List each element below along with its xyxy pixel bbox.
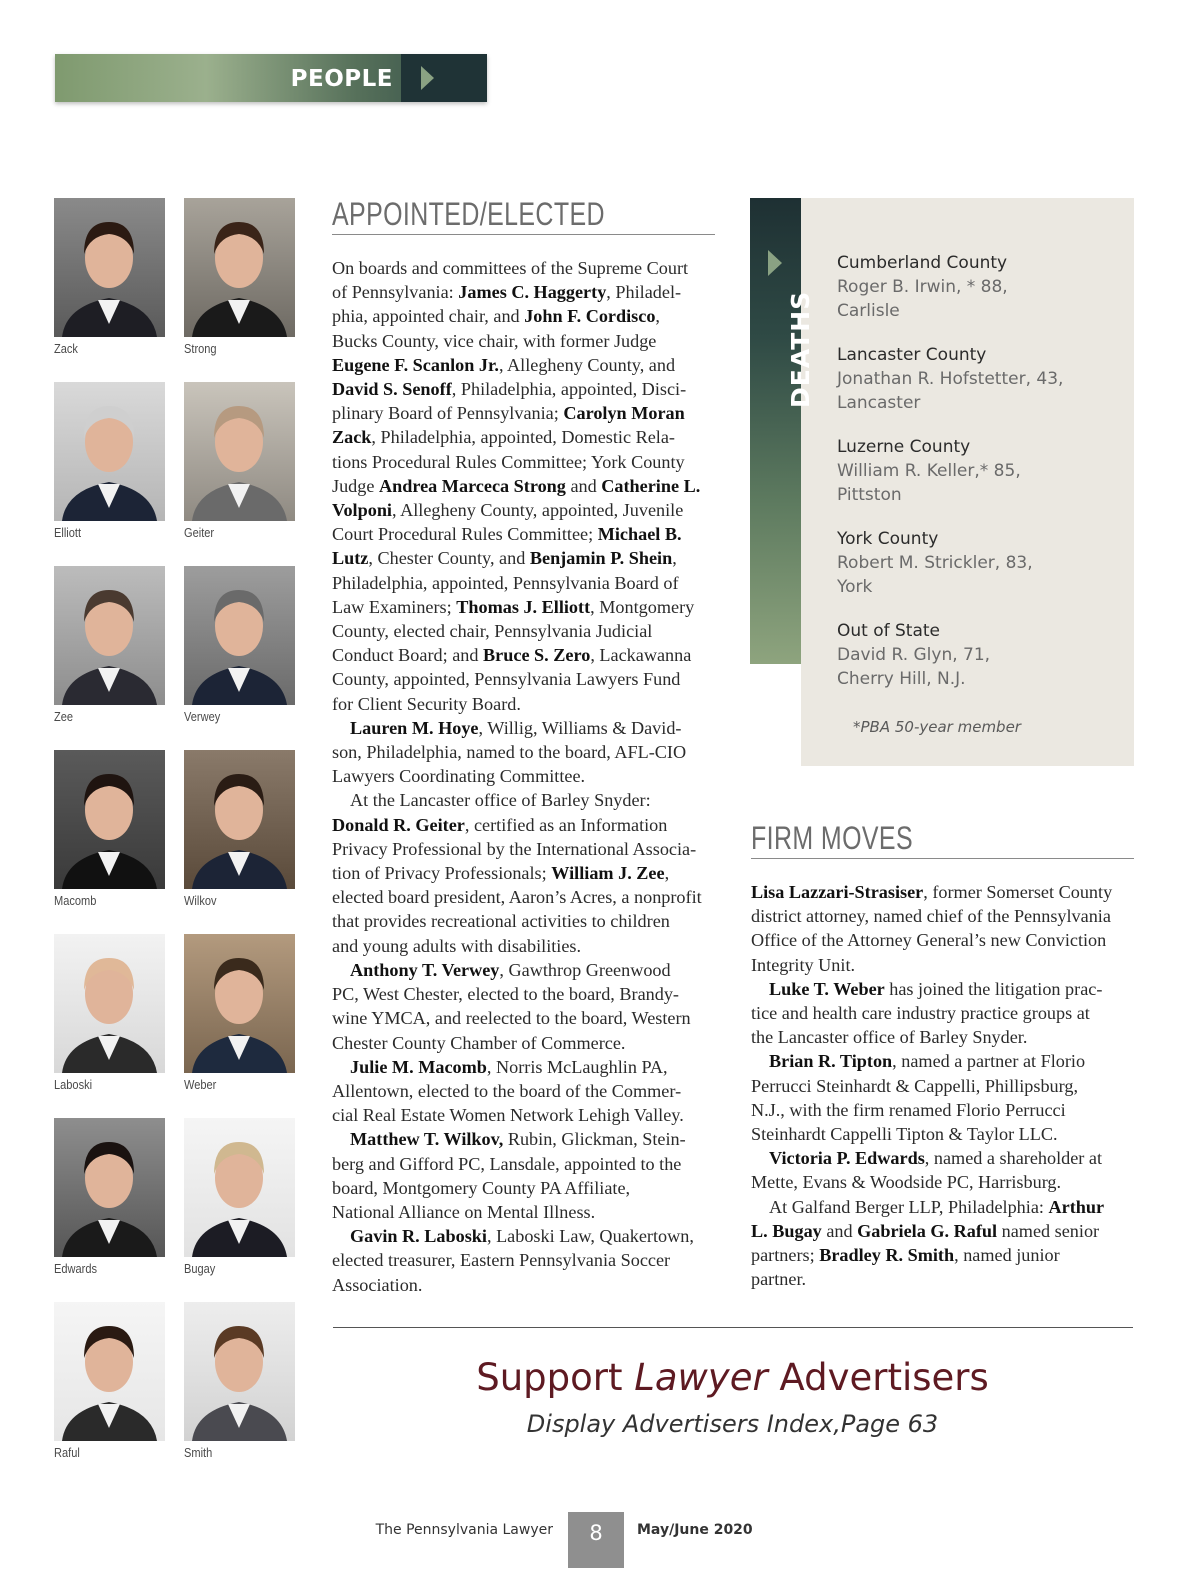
text-line: N.J., with the firm renamed Florio Perrucci bbox=[751, 1099, 1066, 1120]
death-place: Cherry Hill, N.J. bbox=[837, 669, 966, 689]
headshot-photo bbox=[54, 566, 165, 705]
page-number: 8 bbox=[568, 1512, 624, 1568]
support-title-italic: Lawyer bbox=[634, 1356, 768, 1399]
firm-moves-rule bbox=[751, 858, 1134, 859]
text-line: At Galfand Berger LLP, Philadelphia: Arthur bbox=[769, 1196, 1105, 1217]
death-person: William R. Keller,* 85, bbox=[837, 461, 1021, 481]
headshot-photo bbox=[184, 1118, 295, 1257]
headshot-photo bbox=[54, 1302, 165, 1441]
text-line: Association. bbox=[332, 1274, 423, 1295]
text-line: Conduct Board; and Bruce S. Zero, Lackawanna bbox=[332, 645, 692, 666]
text-line: tion of Privacy Professionals; William J. Zee, bbox=[332, 863, 670, 884]
support-rule bbox=[333, 1327, 1133, 1328]
photo-caption: Laboski bbox=[54, 1077, 93, 1092]
footer-date: May/June 2020 bbox=[637, 1522, 753, 1538]
text-line: Court Procedural Rules Committee; Michael B. bbox=[332, 524, 682, 545]
deaths-note: *PBA 50-year member bbox=[853, 718, 1021, 736]
headshot-photo bbox=[184, 382, 295, 521]
death-entry bbox=[837, 435, 1021, 507]
arrow-right-icon bbox=[768, 250, 782, 276]
text-line: L. Bugay and Gabriela G. Raful named senior bbox=[751, 1220, 1100, 1241]
section-label: PEOPLE bbox=[290, 66, 393, 92]
text-line: County, appointed, Pennsylvania Lawyers Fund bbox=[332, 669, 681, 690]
text-line: son, Philadelphia, named to the board, AFL-CIO bbox=[332, 742, 687, 763]
photo-caption: Verwey bbox=[184, 709, 221, 724]
text-line: Perrucci Steinhardt & Cappelli, Phillipsburg, bbox=[751, 1075, 1079, 1096]
text-line: Judge Andrea Marceca Strong and Catherine L. bbox=[332, 475, 701, 496]
photo-caption: Smith bbox=[184, 1445, 213, 1460]
death-county: York County bbox=[837, 529, 939, 549]
photo-caption: Zee bbox=[54, 709, 74, 724]
text-line: Matthew T. Wilkov, Rubin, Glickman, Stein- bbox=[350, 1129, 686, 1150]
firm-moves-heading: FIRM MOVES bbox=[751, 820, 913, 856]
text-line: Luke T. Weber has joined the litigation prac- bbox=[769, 978, 1103, 999]
support-title-start: Support bbox=[476, 1356, 635, 1399]
death-entry bbox=[837, 343, 1063, 415]
text-line: Eugene F. Scanlon Jr., Allegheny County, and bbox=[332, 354, 676, 375]
headshot-photo bbox=[54, 198, 165, 337]
text-line: and young adults with disabilities. bbox=[332, 935, 582, 956]
headshot-photo bbox=[54, 750, 165, 889]
death-county: Lancaster County bbox=[837, 345, 987, 365]
text-line: elected treasurer, Eastern Pennsylvania Soccer bbox=[332, 1250, 671, 1271]
arrow-right-icon bbox=[421, 66, 434, 90]
death-county: Out of State bbox=[837, 621, 941, 641]
text-line: Chester County Chamber of Commerce. bbox=[332, 1032, 626, 1053]
text-line: County, elected chair, Pennsylvania Judicial bbox=[332, 621, 653, 642]
photo-caption: Geiter bbox=[184, 525, 215, 540]
text-line: district attorney, named chief of the Pennsylvania bbox=[751, 906, 1111, 927]
text-line: wine YMCA, and reelected to the board, Western bbox=[332, 1008, 691, 1029]
death-entry bbox=[837, 619, 990, 691]
text-line: Law Examiners; Thomas J. Elliott, Montgomery bbox=[332, 596, 695, 617]
text-line: partner. bbox=[751, 1269, 807, 1290]
text-line: phia, appointed chair, and John F. Cordisco, bbox=[332, 306, 660, 327]
firm-moves-body bbox=[751, 880, 1112, 1291]
text-line: the Lancaster office of Barley Snyder. bbox=[751, 1027, 1028, 1048]
footer-publication: The Pennsylvania Lawyer bbox=[375, 1522, 553, 1538]
text-line: plinary Board of Pennsylvania; Carolyn Moran bbox=[332, 403, 685, 424]
text-line: Brian R. Tipton, named a partner at Florio bbox=[769, 1051, 1086, 1072]
photo-caption: Macomb bbox=[54, 893, 97, 908]
deaths-title: DEATHS bbox=[786, 290, 815, 408]
death-entry bbox=[837, 527, 1033, 599]
headshot-photo bbox=[184, 934, 295, 1073]
support-subtitle: Display Advertisers Index,Page 63 bbox=[526, 1410, 939, 1438]
death-person: Jonathan R. Hofstetter, 43, bbox=[837, 369, 1064, 389]
headshot-photo bbox=[184, 198, 295, 337]
text-line: Julie M. Macomb, Norris McLaughlin PA, bbox=[350, 1056, 668, 1077]
death-county: Cumberland County bbox=[837, 253, 1008, 273]
text-line: Donald R. Geiter, certified as an Information bbox=[332, 814, 668, 835]
appointed-body bbox=[332, 256, 702, 1297]
support-title bbox=[332, 1356, 1133, 1399]
text-line: of Pennsylvania: James C. Haggerty, Philadel- bbox=[332, 282, 682, 303]
text-line: board, Montgomery County PA Affiliate, bbox=[332, 1177, 631, 1198]
text-line: partners; Bradley R. Smith, named junior bbox=[751, 1245, 1060, 1266]
text-line: Philadelphia, appointed, Pennsylvania Board of bbox=[332, 572, 679, 593]
photo-caption: Weber bbox=[184, 1077, 217, 1092]
text-line: Allentown, elected to the board of the Commer- bbox=[332, 1080, 682, 1101]
photo-caption: Edwards bbox=[54, 1261, 97, 1276]
death-place: Carlisle bbox=[837, 301, 900, 321]
headshot-photo bbox=[184, 750, 295, 889]
headshot-photo bbox=[54, 934, 165, 1073]
headshot-photo bbox=[54, 382, 165, 521]
text-line: Lisa Lazzari-Strasiser, former Somerset County bbox=[751, 882, 1113, 902]
text-line: tions Procedural Rules Committee; York County bbox=[332, 451, 685, 472]
text-line: Volponi, Allegheny County, appointed, Juvenile bbox=[332, 500, 684, 521]
death-county: Luzerne County bbox=[837, 437, 971, 457]
banner-tab bbox=[401, 54, 487, 102]
photo-caption: Elliott bbox=[54, 525, 82, 540]
support-title-end: Advertisers bbox=[767, 1356, 989, 1399]
text-line: National Alliance on Mental Illness. bbox=[332, 1201, 596, 1222]
text-line: Victoria P. Edwards, named a shareholder at bbox=[769, 1148, 1103, 1169]
text-line: David S. Senoff, Philadelphia, appointed, Disci- bbox=[332, 379, 687, 400]
death-place: York bbox=[837, 577, 873, 597]
text-line: Zack, Philadelphia, appointed, Domestic Rela- bbox=[332, 427, 675, 448]
text-line: Bucks County, vice chair, with former Judge bbox=[332, 330, 657, 351]
death-person: Roger B. Irwin, * 88, bbox=[837, 277, 1008, 297]
text-line: elected board president, Aaron’s Acres, a nonprofit bbox=[332, 887, 702, 908]
text-line: Steinhardt Cappelli Tipton & Taylor LLC. bbox=[751, 1124, 1058, 1145]
section-banner bbox=[55, 54, 487, 102]
text-line: Anthony T. Verwey, Gawthrop Greenwood bbox=[350, 959, 671, 980]
text-line: Gavin R. Laboski, Laboski Law, Quakertown, bbox=[350, 1226, 694, 1247]
death-person: Robert M. Strickler, 83, bbox=[837, 553, 1033, 573]
photo-caption: Wilkov bbox=[184, 893, 217, 908]
deaths-band bbox=[750, 198, 815, 664]
text-line: On boards and committees of the Supreme Court bbox=[332, 258, 689, 278]
text-line: cial Real Estate Women Network Lehigh Valley. bbox=[332, 1105, 684, 1126]
headshot-photo bbox=[184, 1302, 295, 1441]
headshot-photo bbox=[184, 566, 295, 705]
text-line: berg and Gifford PC, Lansdale, appointed to the bbox=[332, 1153, 682, 1174]
photo-caption: Strong bbox=[184, 341, 217, 356]
text-line: PC, West Chester, elected to the board, Brandy- bbox=[332, 984, 679, 1005]
text-line: Privacy Professional by the International Associa- bbox=[332, 838, 697, 859]
text-line: Lawyers Coordinating Committee. bbox=[332, 766, 586, 787]
headshot-photo bbox=[54, 1118, 165, 1257]
appointed-heading: APPOINTED/ELECTED bbox=[332, 196, 605, 232]
photo-caption: Raful bbox=[54, 1445, 80, 1460]
death-place: Lancaster bbox=[837, 393, 921, 413]
photo-caption: Zack bbox=[54, 341, 78, 356]
photo-caption: Bugay bbox=[184, 1261, 216, 1276]
text-line: At the Lancaster office of Barley Snyder: bbox=[350, 790, 651, 811]
appointed-rule bbox=[332, 234, 715, 235]
text-line: tice and health care industry practice groups at bbox=[751, 1003, 1090, 1024]
text-line: Office of the Attorney General’s new Conviction bbox=[751, 930, 1107, 951]
text-line: for Client Security Board. bbox=[332, 693, 521, 714]
text-line: Lauren M. Hoye, Willig, Williams & David- bbox=[350, 717, 682, 738]
text-line: that provides recreational activities to children bbox=[332, 911, 670, 932]
death-entry bbox=[837, 251, 1008, 323]
death-person: David R. Glyn, 71, bbox=[837, 645, 991, 665]
text-line: Mette, Evans & Woodside PC, Harrisburg. bbox=[751, 1172, 1062, 1193]
text-line: Lutz, Chester County, and Benjamin P. Shein, bbox=[332, 548, 677, 569]
text-line: Integrity Unit. bbox=[751, 954, 856, 975]
death-place: Pittston bbox=[837, 485, 902, 505]
